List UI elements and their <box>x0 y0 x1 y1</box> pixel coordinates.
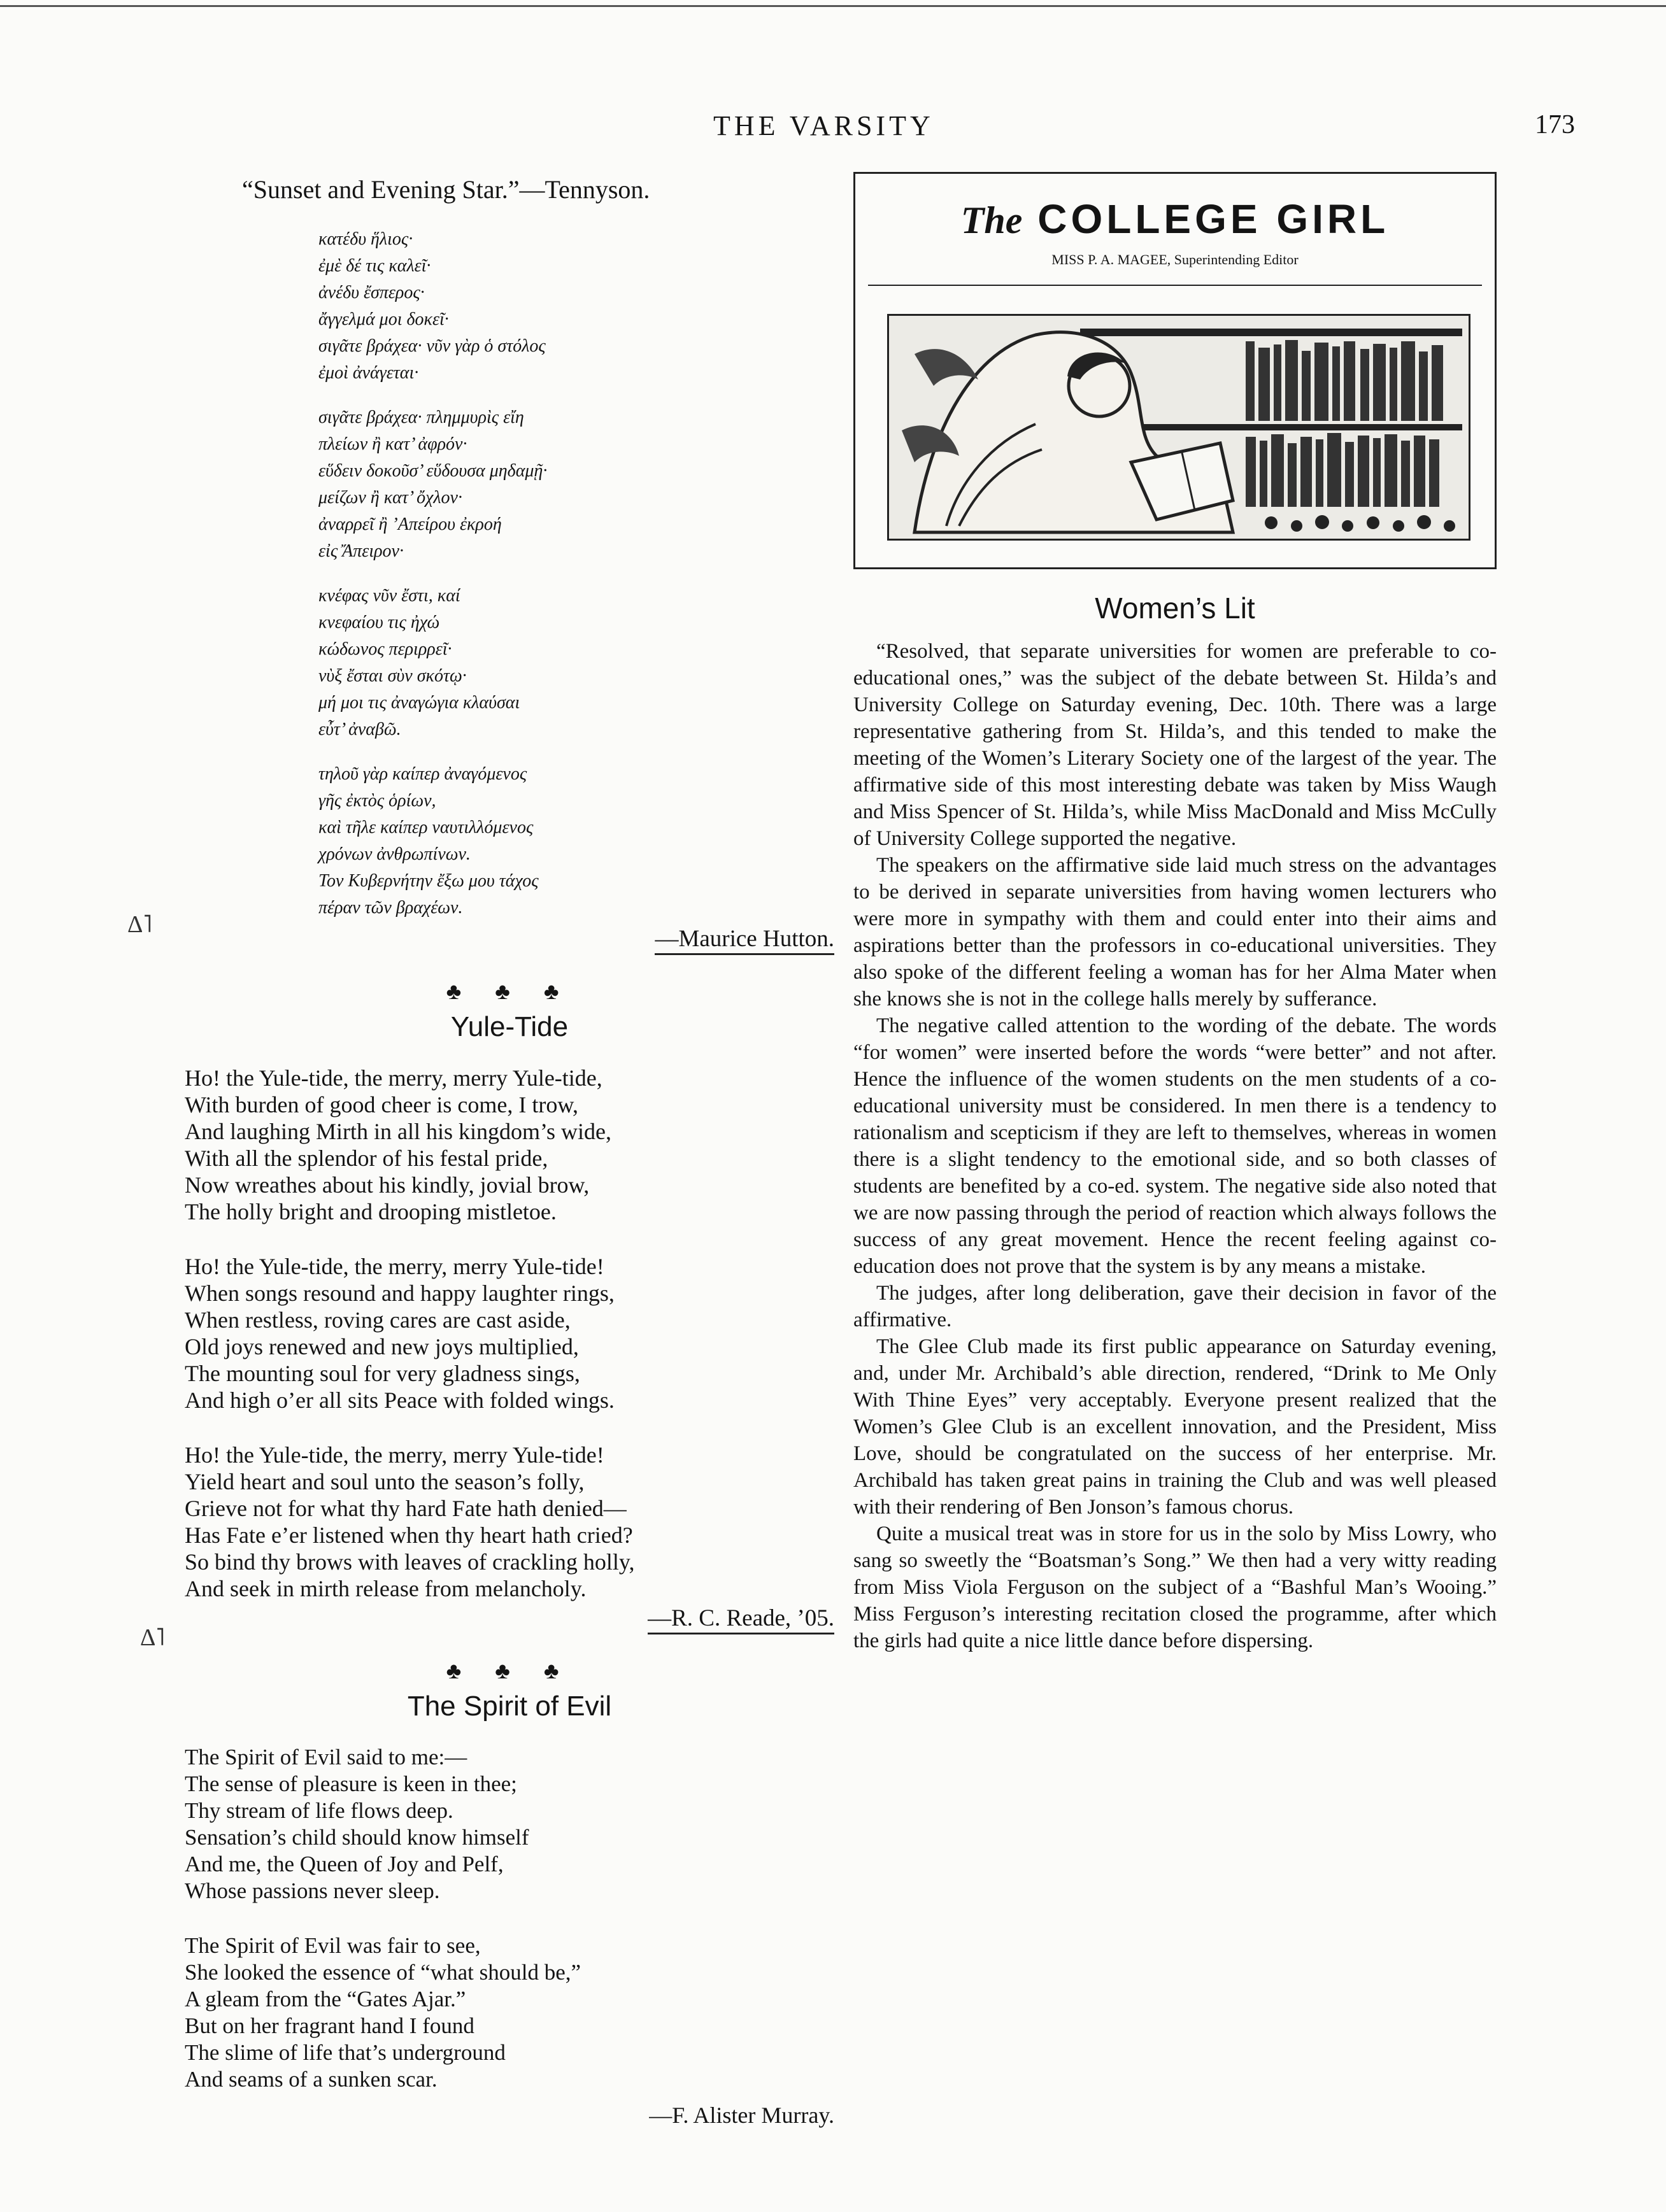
poem-line: The Spirit of Evil said to me:— <box>185 1745 467 1769</box>
epigraph: “Sunset and Evening Star.”—Tennyson. <box>242 175 650 204</box>
margin-annotation: Δ˥ <box>140 1624 165 1651</box>
poem-line: τηλοῦ γὰρ καίπερ ἀναγόμενος <box>318 764 527 784</box>
article-paragraph: The negative called attention to the wording of the debate. The words “for women” were inserted before the words “were better” and not after. Hence the influence of the women students on the men students of a co-educational university must be considered. In men there is a tendency to rationalism and scepticism if they are left to themselves, whereas in women there is a slight tendency to the emotional side, and so both classes of students are benefited by a co-ed. system. The negative side also noted that we are now passing through the period of reaction which always follows the success of any great movement. Hence the recent feeling against co-education does not prove that the system is by any means a mistake. <box>853 1014 1497 1278</box>
article-body <box>853 638 1497 1654</box>
poem-attribution: —F. Alister Murray. <box>649 2102 834 2128</box>
poem-line: And me, the Queen of Joy and Pelf, <box>185 1852 504 1876</box>
poem-line: σιγᾶτε βράχεα· πλημμυρὶς εἴη <box>318 408 524 427</box>
poem-line: Sensation’s child should know himself <box>185 1825 529 1850</box>
page-header <box>0 110 1666 148</box>
poem-line: The Spirit of Evil was fair to see, <box>185 1933 481 1958</box>
poem-line: Whose passions never sleep. <box>185 1878 440 1903</box>
ornament-clubs-icon: ♣ ♣ ♣ <box>446 979 573 1004</box>
spirit-of-evil-poem <box>185 1744 834 2093</box>
poem-line: κατέδυ ἥλιος· <box>318 229 413 249</box>
poem-line: The mounting soul for very gladness sings, <box>185 1361 580 1386</box>
poem-line: With burden of good cheer is come, I trow, <box>185 1092 579 1117</box>
poem-line: καὶ τῆλε καίπερ ναυτιλλόμενος <box>318 818 534 837</box>
attribution-text: —Maurice Hutton. <box>655 926 834 955</box>
poem-line: Ho! the Yule-tide, the merry, merry Yule-tide, <box>185 1065 602 1091</box>
poem-line: ἄγγελμά μοι δοκεῖ· <box>318 309 449 329</box>
poem-stanza <box>185 1932 834 2093</box>
poem-attribution <box>185 925 834 953</box>
poem-line: ἀναρρεῖ ἢ ’Απείρου ἐκροή <box>318 514 502 534</box>
poem-line: κώδωνος περιρρεῖ· <box>318 639 452 659</box>
poem-line: The sense of pleasure is keen in thee; <box>185 1771 517 1796</box>
poem-stanza <box>185 1065 834 1225</box>
poem-line: εὕδειν δοκοῦσ’ εὕδουσα μηδαμῇ· <box>318 461 548 481</box>
poem-attribution <box>185 1605 834 1632</box>
poem-line: κνέφας νῦν ἔστι, καί <box>318 586 460 606</box>
poem-line: εὖτ’ ἀναβῶ. <box>318 720 401 739</box>
poem-line: πλείων ἢ κατ’ ἀφρόν· <box>318 434 467 454</box>
poem-line: Τον Κυβερνήτην ἔξω μου τάχος <box>318 871 539 891</box>
poem-line: γῆς ἐκτὸς ὁρίων, <box>318 791 436 811</box>
poem-line: When songs resound and happy laughter rings, <box>185 1280 615 1306</box>
spirit-of-evil-title: The Spirit of Evil <box>407 1691 612 1722</box>
poem-line: κνεφαίου τις ἠχώ <box>318 613 440 632</box>
poem-stanza <box>185 1744 834 1904</box>
poem-stanza <box>318 404 834 565</box>
poem-line: She looked the essence of “what should be,” <box>185 1960 581 1985</box>
poem-line: Now wreathes about his kindly, jovial brow, <box>185 1172 590 1198</box>
college-girl-masthead <box>853 172 1497 569</box>
poem-stanza <box>185 1442 834 1602</box>
greek-poem <box>318 226 834 921</box>
poem-line: μή μοι τις ἀναγώγια κλαύσαι <box>318 693 520 713</box>
poem-line: πέραν τῶν βραχέων. <box>318 898 463 918</box>
poem-line: And seams of a sunken scar. <box>185 2067 438 2092</box>
article-paragraph: “Resolved, that separate universities for women are preferable to co-educational ones,” was the subject of the debate between St. Hilda’s and University College on Saturday evening, Dec. 10th. There was a large representative gathering from St. Hilda’s, and this tended to make the meeting of the Women’s Literary Society one of the largest of the year. The affirmative side of this most interesting debate was taken by Miss Waugh and Miss Spencer of St. Hilda’s, while Miss MacDonald and Miss McCully of University College supported the negative. <box>853 640 1497 850</box>
poem-line: ἐμοὶ ἀνάγεται· <box>318 363 419 383</box>
left-column <box>185 172 834 2129</box>
yule-tide-title: Yule-Tide <box>450 1011 569 1042</box>
article-title: Women’s Lit <box>1095 592 1255 625</box>
poem-stanza <box>318 761 834 921</box>
poem-line: With all the splendor of his festal pride, <box>185 1145 548 1171</box>
poem-line: μείζων ἢ κατ’ ὄχλον· <box>318 488 462 507</box>
poem-line: Thy stream of life flows deep. <box>185 1798 453 1823</box>
masthead-title-main: COLLEGE GIRL <box>1037 196 1390 242</box>
poem-line: εἰς Ἄπειρον· <box>318 541 404 561</box>
poem-line: ἀνέδυ ἔσπερος· <box>318 283 425 302</box>
poem-line: And high o’er all sits Peace with folded wings. <box>185 1387 615 1413</box>
article-paragraph: Quite a musical treat was in store for us in the solo by Miss Lowry, who sang so sweetly the “Boatsman’s Song.” We then had a very witty reading from Miss Viola Ferguson on the subject of a “Bashful Man’s Wooing.” Miss Ferguson’s interesting recitation closed the programme, after which the girls had quite a nice little dance before dispersing. <box>853 1522 1497 1652</box>
page-number: 173 <box>1535 110 1575 139</box>
masthead-editor: MISS P. A. MAGEE, Superintending Editor <box>1051 252 1299 267</box>
poem-line: Ho! the Yule-tide, the merry, merry Yule-tide! <box>185 1442 604 1468</box>
poem-line: Yield heart and soul unto the season’s folly, <box>185 1469 585 1494</box>
article-paragraph: The speakers on the affirmative side laid much stress on the advantages to be derived in separate universities from having women lecturers who were more in sympathy with them and could enter into their aims and aspirations better than the professors in co-educational universities. They also spoke of the different feeling a woman has for her Alma Mater when she knows she is not in the college halls merely by sufferance. <box>853 854 1497 1010</box>
poem-stanza <box>185 1253 834 1414</box>
poem-line: Grieve not for what thy hard Fate hath denied— <box>185 1496 627 1521</box>
poem-line: χρόνων ἀνθρωπίνων. <box>318 844 471 864</box>
poem-line: Has Fate e’er listened when thy heart hath cried? <box>185 1522 633 1548</box>
poem-stanza <box>318 583 834 743</box>
yule-tide-poem <box>185 1065 834 1602</box>
poem-line: ἐμὲ δέ τις καλεῖ· <box>318 256 431 276</box>
poem-line: So bind thy brows with leaves of crackling holly, <box>185 1549 635 1575</box>
margin-annotation: Δ˥ <box>127 911 152 938</box>
top-rule <box>0 5 1666 7</box>
poem-line: When restless, roving cares are cast aside, <box>185 1307 571 1333</box>
poem-line: Ho! the Yule-tide, the merry, merry Yule-tide! <box>185 1254 604 1279</box>
masthead-divider <box>868 285 1482 286</box>
poem-stanza <box>318 226 834 386</box>
poem-line: The slime of life that’s underground <box>185 2040 506 2065</box>
article-paragraph: The Glee Club made its first public appearance on Saturday evening, and, under Mr. Archibald’s able direction, rendered, “Drink to Me Only With Thine Eyes” very acceptably. Everyone present realized that the Women’s Glee Club is an excellent innovation, and the President, Miss Love, should be congratulated on the success of her enterprise. Mr. Archibald has taken great pains in training the Club and was well pleased with their rendering of Ben Jonson’s famous chorus. <box>853 1335 1497 1519</box>
ornament-clubs-icon: ♣ ♣ ♣ <box>446 1658 573 1684</box>
masthead-title-prefix: The <box>960 199 1023 241</box>
poem-line: The holly bright and drooping mistletoe. <box>185 1199 557 1224</box>
running-head: THE VARSITY <box>713 110 934 141</box>
article-paragraph: The judges, after long deliberation, gave their decision in favor of the affirmative. <box>853 1282 1497 1331</box>
poem-line: νὺξ ἔσται σὺν σκότῳ· <box>318 666 467 686</box>
right-column <box>853 172 1497 1654</box>
poem-line: Old joys renewed and new joys multiplied, <box>185 1334 579 1359</box>
illustration-graphic <box>889 316 1469 539</box>
masthead-title <box>855 195 1495 243</box>
poem-line: σιγᾶτε βράχεα· νῦν γὰρ ὁ στόλος <box>318 336 546 356</box>
attribution-text: —R. C. Reade, ’05. <box>648 1605 834 1634</box>
reading-woman-illustration <box>887 314 1470 541</box>
poem-line: But on her fragrant hand I found <box>185 2013 474 2038</box>
poem-line: A gleam from the “Gates Ajar.” <box>185 1987 466 2011</box>
poem-line: And laughing Mirth in all his kingdom’s wide, <box>185 1119 611 1144</box>
poem-line: And seek in mirth release from melancholy. <box>185 1576 587 1601</box>
